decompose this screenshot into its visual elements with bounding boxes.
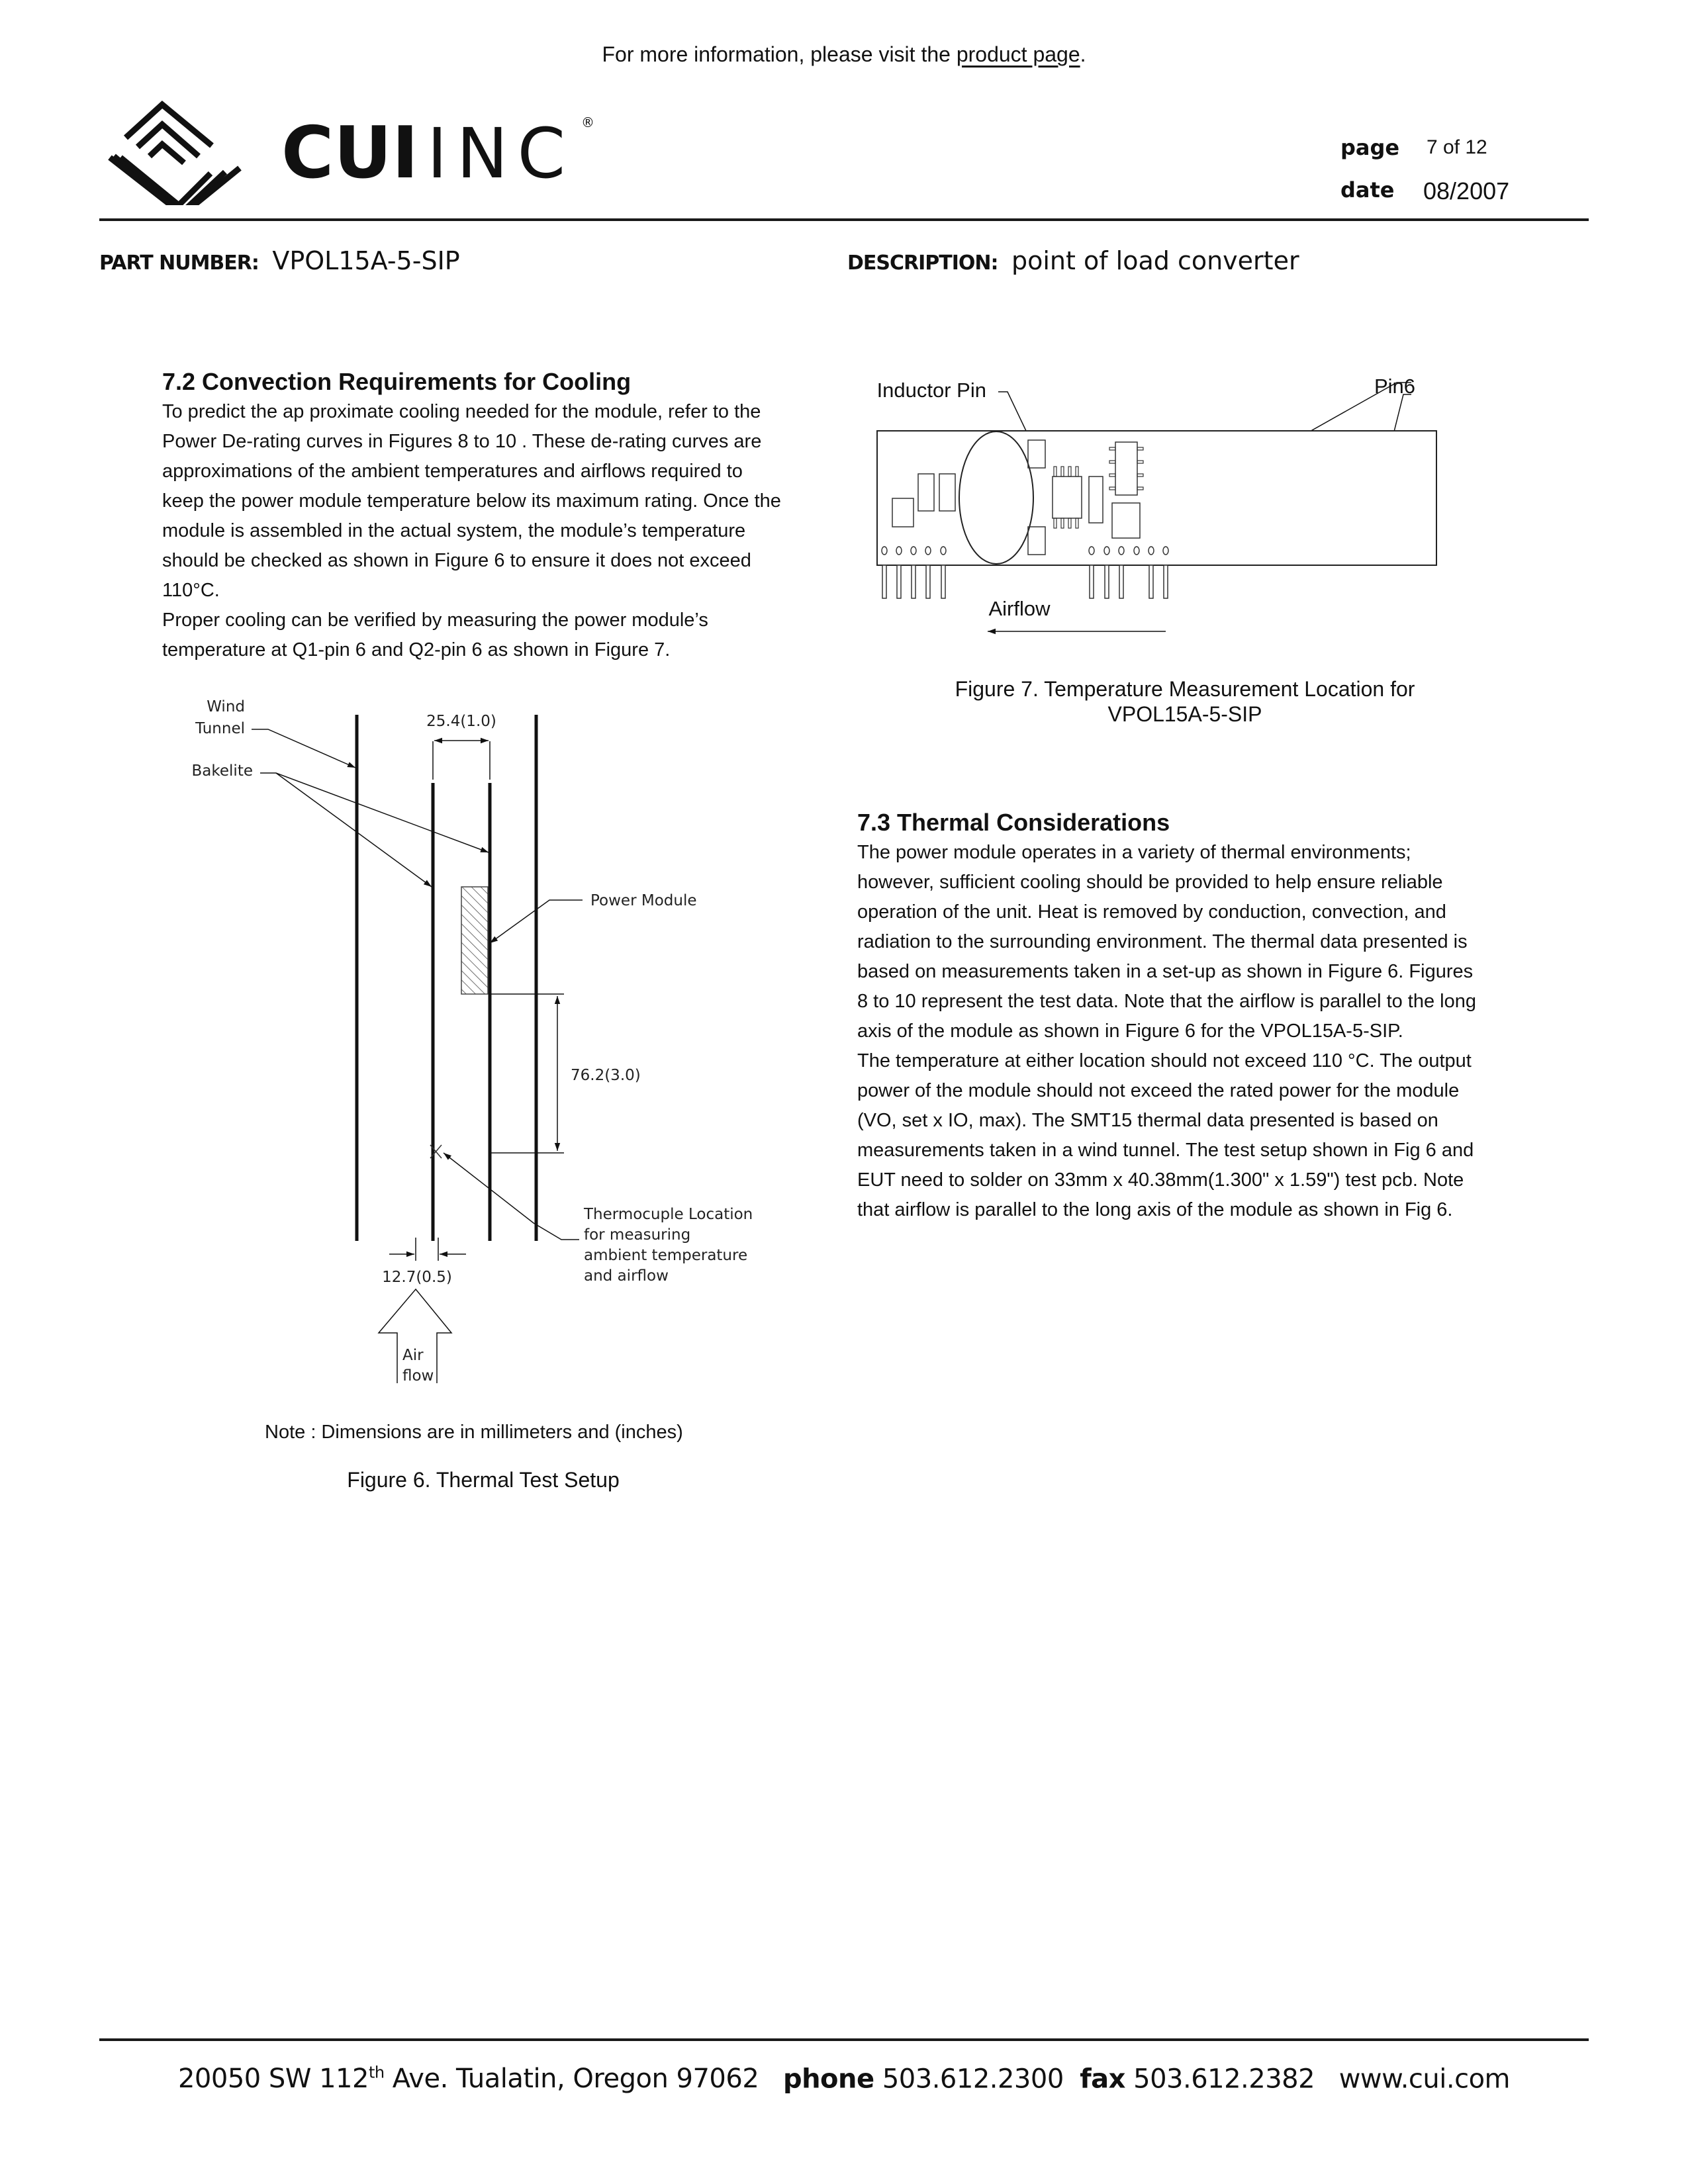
figure-7-caption-line-1: Figure 7. Temperature Measurement Location for — [955, 677, 1415, 701]
section-7-3-title: 7.3 Thermal Considerations — [857, 809, 1170, 836]
wind-label: Wind — [207, 698, 245, 715]
paragraph-line: operation of the unit. Heat is removed by conduction, convection, and — [857, 901, 1446, 923]
page-label: page — [1340, 135, 1400, 160]
section-7-2-title: 7.2 Convection Requirements for Cooling — [162, 368, 632, 395]
figure-7-caption — [880, 676, 1489, 727]
inductor-pin-label: Inductor Pin — [876, 379, 986, 402]
paragraph-line: power of the module should not exceed the rated power for the module — [857, 1080, 1460, 1101]
tunnel-label: Tunnel — [195, 720, 245, 737]
paragraph-line: The power module operates in a variety of thermal environments; — [857, 842, 1411, 863]
thermocouple-label-line-3: ambient temperature — [584, 1247, 748, 1264]
header-rule — [99, 218, 1589, 221]
section-7-3-body — [857, 838, 1532, 1225]
paragraph-line: (VO, set x IO, max). The SMT15 thermal data presented is based on — [857, 1110, 1438, 1131]
paragraph-line: however, sufficient cooling should be provided to help ensure reliable — [857, 872, 1443, 893]
thermocouple-label-line-1: Thermocuple Location — [584, 1206, 753, 1223]
description — [847, 246, 1299, 275]
footer-rule — [99, 2038, 1589, 2041]
figure-7-caption-line-2: VPOL15A-5-SIP — [1107, 702, 1262, 726]
figure-6-caption: Figure 6. Thermal Test Setup — [347, 1468, 620, 1492]
cui-logo-mark-icon — [106, 99, 596, 205]
brand-inc: INC — [427, 113, 575, 194]
paragraph-line: should be checked as shown in Figure 6 to ensure it does not exceed — [162, 550, 751, 571]
paragraph-line: EUT need to solder on 33mm x 40.38mm(1.300" x 1.59") test pcb. Note — [857, 1169, 1464, 1191]
page-value: 7 of 12 — [1427, 136, 1487, 158]
date-value: 08/2007 — [1423, 177, 1510, 205]
part-number-value: VPOL15A-5-SIP — [272, 246, 460, 275]
paragraph-line: module is assembled in the actual system, the module’s temperature — [162, 520, 746, 541]
power-module-shape — [461, 887, 488, 994]
flow-label: flow — [402, 1367, 434, 1383]
footer-phone-value: 503.612.2300 — [882, 2064, 1064, 2095]
paragraph-line: measurements taken in a wind tunnel. The test setup shown in Fig 6 and — [857, 1140, 1474, 1161]
paragraph-line: To predict the ap proximate cooling needed for the module, refer to the — [162, 401, 761, 422]
paragraph-line: approximations of the ambient temperatures and airflows required to — [162, 461, 743, 482]
description-value: point of load converter — [1011, 246, 1299, 275]
footer-fax-value: 503.612.2382 — [1133, 2064, 1315, 2095]
top-note-suffix: . — [1080, 42, 1086, 66]
paragraph-line: The temperature at either location should not exceed 110 °C. The output — [857, 1050, 1472, 1071]
footer-contact — [0, 2064, 1688, 2094]
airflow-label: Airflow — [988, 597, 1051, 620]
figure-7-diagram — [847, 351, 1470, 655]
pin6-label: Pin6 — [1374, 375, 1415, 398]
bakelite-label: Bakelite — [191, 762, 253, 780]
paragraph-line: Power De-rating curves in Figures 8 to 10 . These de-rating curves are — [162, 431, 762, 452]
air-label: Air — [402, 1347, 424, 1364]
paragraph-line: axis of the module as shown in Figure 6 for the VPOL15A-5-SIP. — [857, 1021, 1403, 1042]
thermocouple-label-line-4: and airflow — [584, 1267, 669, 1285]
paragraph-line: keep the power module temperature below its maximum rating. Once the — [162, 490, 781, 512]
power-module-label: Power Module — [590, 892, 697, 909]
paragraph-line: Proper cooling can be verified by measuring the power module’s — [162, 610, 708, 631]
figure-6-note: Note : Dimensions are in millimeters and (inches) — [265, 1422, 683, 1443]
part-number-label: PART NUMBER: — [99, 251, 259, 275]
date-label: date — [1340, 177, 1395, 203]
footer-website-link[interactable]: www.cui.com — [1338, 2064, 1511, 2095]
top-note — [0, 42, 1688, 67]
paragraph-line: 110°C. — [162, 580, 220, 601]
dimension-bottom-label: 12.7(0.5) — [382, 1269, 452, 1286]
brand-cui: CUI — [281, 112, 419, 195]
paragraph-line: based on measurements taken in a set-up as shown in Figure 6. Figures — [857, 961, 1474, 982]
figure-6-diagram — [172, 682, 821, 1383]
paragraph-line: that airflow is parallel to the long axis of the module as shown in Fig 6. — [857, 1199, 1453, 1220]
section-7-2-body — [162, 397, 837, 665]
footer-address: 20050 SW 112th Ave. Tualatin, Oregon 97062 — [177, 2064, 759, 2095]
paragraph-line: 8 to 10 represent the test data. Note that the airflow is parallel to the long — [857, 991, 1477, 1012]
part-number — [99, 246, 460, 275]
registered-mark: ® — [581, 114, 594, 130]
paragraph-line: radiation to the surrounding environment. The thermal data presented is — [857, 931, 1468, 952]
footer-fax-label: fax — [1080, 2064, 1125, 2095]
description-label: DESCRIPTION: — [847, 251, 998, 275]
thermocouple-label-line-2: for measuring — [584, 1226, 691, 1244]
product-page-link[interactable]: product page — [956, 42, 1080, 66]
company-logo — [106, 99, 596, 208]
footer-phone-label: phone — [782, 2064, 874, 2095]
dimension-top-label: 25.4(1.0) — [426, 713, 496, 730]
top-note-prefix: For more information, please visit the — [602, 42, 957, 66]
dimension-vertical-label: 76.2(3.0) — [571, 1067, 641, 1084]
paragraph-line: temperature at Q1-pin 6 and Q2-pin 6 as shown in Figure 7. — [162, 639, 671, 660]
inductor-shape — [959, 432, 1033, 564]
